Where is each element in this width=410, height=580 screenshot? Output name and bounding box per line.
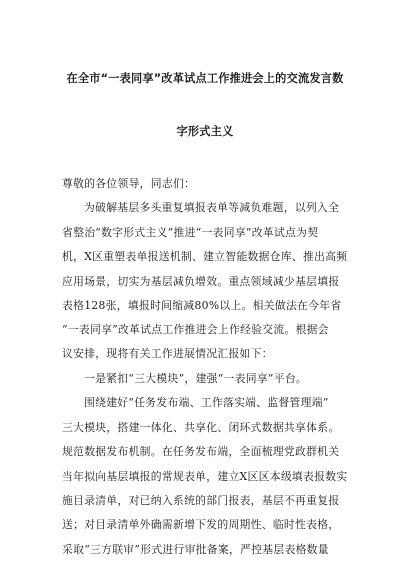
body-line: 规范数据发布机制。在任务发布端，全面梳理党政群机关 (62, 445, 340, 458)
document-title-line-2: 字形式主义 (176, 125, 234, 138)
body-line: 为破解基层多头重复填报表单等减负难题，以列入全 (84, 201, 340, 214)
body-line: 当年拟向基层填报的常规表单，建立X区区本级填表报数实 (62, 470, 348, 483)
document-title-line-1: 在全市“一表同享”改革试点工作推进会上的交流发言数 (66, 72, 344, 85)
salutation: 尊敬的各位领导，同志们： (62, 177, 196, 190)
body-line: “一表同享”改革试点工作推进会上作经验交流。根据会 (62, 323, 329, 336)
body-line: 送；对目录清单外确需新增下发的周期性、临时性表格， (62, 518, 340, 531)
body-line: 表格128张，填报时间缩减80%以上。相关做法在今年省 (62, 299, 342, 312)
body-line: 机，X区重塑表单报送机制、建立智能数据仓库、推出高频 (62, 250, 348, 263)
body-line: 采取“三方联审”形式进行审批备案，严控基层表格数量 (62, 543, 329, 556)
body-line: 施目录清单，对已纳入系统的部门报表，基层不再重复报 (62, 494, 340, 507)
body-line: 三大模块，搭建一体化、共享化、闭环式数据共享体系。 (62, 421, 340, 434)
body-line: 围绕建好“任务发布端、工作落实端、监督管理端” (84, 396, 329, 409)
body-line: 应用场景，切实为基层减负增效。重点领域减少基层填报 (62, 275, 340, 288)
body-line: 省整治“数字形式主义”推进“一表同享”改革试点为契 (62, 226, 319, 239)
body-line: 议安排，现将有关工作进展情况汇报如下： (62, 347, 273, 360)
section-heading: 一是紧扣“三大模块”，建强“一表同享”平台。 (84, 372, 308, 385)
